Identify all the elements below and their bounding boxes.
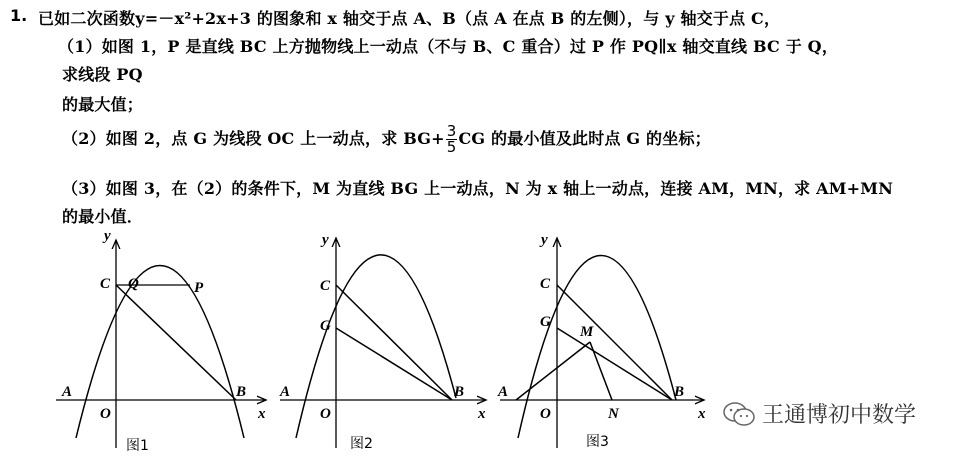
label-g-2: G — [320, 318, 331, 334]
label-o-2: O — [320, 406, 331, 422]
caption-figure-1: 图1 — [126, 438, 149, 454]
label-b-2: B — [454, 384, 465, 400]
line-bc-3 — [557, 285, 672, 400]
watermark-text: 王通博初中数学 — [762, 403, 917, 428]
figure-1 — [56, 228, 266, 454]
label-a-2: A — [280, 384, 291, 400]
line-bc-2 — [336, 285, 452, 400]
question-text — [0, 0, 971, 230]
line-bg-2 — [336, 328, 452, 400]
watermark — [722, 398, 916, 429]
label-a-1: A — [62, 384, 73, 400]
label-c-3: C — [540, 276, 551, 292]
label-n-3: N — [608, 406, 619, 422]
part1-line-2: 求线段 PQ — [62, 65, 143, 84]
label-x-3: x — [698, 406, 706, 422]
figure-3 — [497, 232, 706, 450]
intro-line-1: 已如二次函数y=－x²+2x+3 的图象和 x 轴交于点 A、B（点 A 在点 B 的左侧），与 y 轴交于点 C， — [38, 9, 781, 28]
label-y-2: y — [322, 232, 329, 248]
fraction-numerator: 3 — [446, 122, 457, 140]
wechat-icon — [722, 401, 756, 427]
figure-2 — [279, 232, 486, 452]
line-bg-3 — [557, 328, 672, 400]
label-c-1: C — [100, 276, 111, 292]
label-y-1: y — [104, 228, 111, 244]
label-c-2: C — [320, 278, 331, 294]
fraction-denominator: 5 — [446, 138, 457, 156]
part3-line-2: 的最小值． — [62, 207, 144, 226]
part2-text-before: （2）如图 2，点 G 为线段 OC 上一动点，求 BG+ — [62, 129, 445, 148]
part2-line — [62, 124, 711, 155]
label-o-1: O — [100, 406, 111, 422]
label-b-1: B — [236, 384, 247, 400]
label-q-1: Q — [128, 276, 139, 292]
question-number: 1. — [10, 6, 28, 25]
label-p-1: P — [194, 280, 204, 296]
line-bc-1 — [116, 285, 236, 400]
label-a-3: A — [498, 384, 509, 400]
label-m-3: M — [580, 324, 594, 340]
label-o-3: O — [540, 406, 551, 422]
label-b-3: B — [674, 384, 685, 400]
label-g-3: G — [540, 314, 551, 330]
caption-figure-3: 图3 — [586, 434, 609, 450]
part3-line-1: （3）如图 3，在（2）的条件下，M 为直线 BG 上一动点，N 为 x 轴上一动点，连接 AM，MN，求 AM+MN — [62, 179, 894, 198]
part1-line-1: （1）如图 1，P 是直线 BC 上方抛物线上一动点（不与 B、C 重合）过 P 作 PQ∥x 轴交直线 BC 于 Q， — [58, 37, 839, 56]
label-x-2: x — [478, 406, 486, 422]
part2-text-after: CG 的最小值及此时点 G 的坐标； — [458, 129, 711, 148]
label-y-3: y — [541, 232, 548, 248]
segment-am — [516, 342, 590, 400]
part1-line-3: 的最大值； — [62, 95, 144, 114]
segment-mn — [590, 342, 612, 400]
label-x-1: x — [258, 406, 266, 422]
caption-figure-2: 图2 — [350, 436, 373, 452]
fraction-three-fifths — [446, 124, 458, 155]
